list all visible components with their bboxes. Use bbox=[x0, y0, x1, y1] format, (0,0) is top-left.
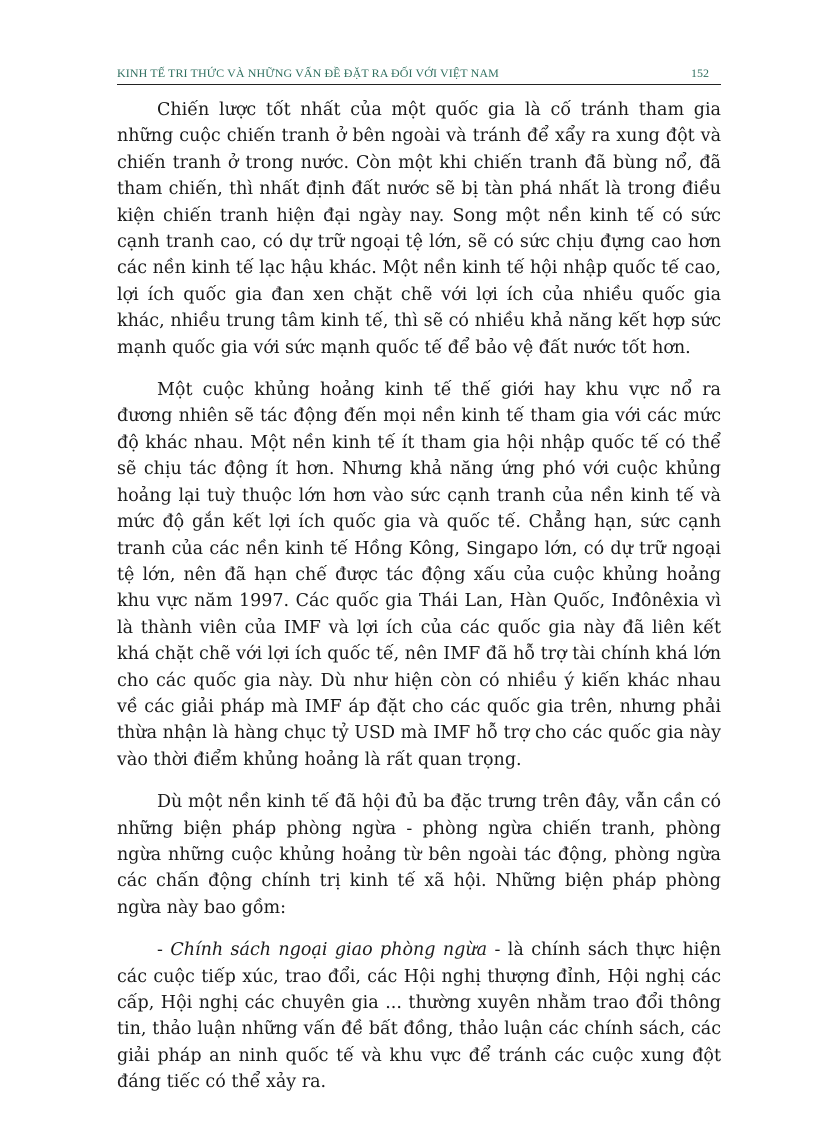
list-item-text: - là chính sách thực hiện các cuộc tiếp xúc, trao đổi, các Hội nghị thượng đỉnh, Hội nghị các cấp, Hội nghị các chuyên gia ... thường xuyên nhằm trao đổi thông tin, thảo luận những vấn đề bất đồng, thảo luận các chính sách, các giải pháp an ninh quốc tế và khu vực để tránh các cuộc xung đột đáng tiếc có thể xảy ra. bbox=[117, 940, 722, 1093]
running-header bbox=[117, 62, 721, 85]
paragraph-2: Một cuộc khủng hoảng kinh tế thế giới hay khu vực nổ ra đương nhiên sẽ tác động đến mọi nền kinh tế tham gia với các mức độ khác nhau. Một nền kinh tế ít tham gia hội nhập quốc tế có thể sẽ chịu tác động ít hơn. Nhưng khả năng ứng phó với cuộc khủng hoảng lại tuỳ thuộc lớn hơn vào sức cạnh tranh của nền kinh tế và mức độ gắn kết lợi ích quốc gia và quốc tế. Chẳng hạn, sức cạnh tranh của các nền kinh tế Hồng Kông, Singapo lớn, có dự trữ ngoại tệ lớn, nên đã hạn chế được tác động xấu của cuộc khủng hoảng khu vực năm 1997. Các quốc gia Thái Lan, Hàn Quốc, Inđônêxia vì là thành viên của IMF và lợi ích của các quốc gia này đã liên kết khá chặt chẽ với lợi ích quốc tế, nên IMF đã hỗ trợ tài chính khá lớn cho các quốc gia này. Dù như hiện còn có nhiều ý kiến khác nhau về các giải pháp mà IMF áp đặt cho các quốc gia trên, nhưng phải thừa nhận là hàng chục tỷ USD mà IMF hỗ trợ cho các quốc gia này vào thời điểm khủng hoảng là rất quan trọng. bbox=[117, 380, 721, 770]
page-number: 152 bbox=[691, 66, 709, 80]
paragraph-1: Chiến lược tốt nhất của một quốc gia là cố tránh tham gia những cuộc chiến tranh ở bên ngoài và tránh để xẩy ra xung đột và chiến tranh ở trong nước. Còn một khi chiến tranh đã bùng nổ, đã tham chiến, thì nhất định đất nước sẽ bị tàn phá nhất là trong điều kiện chiến tranh hiện đại ngày nay. Song một nền kinh tế có sức cạnh tranh cao, có dự trữ ngoại tệ lớn, sẽ có sức chịu đựng cao hơn các nền kinh tế lạc hậu khác. Một nền kinh tế hội nhập quốc tế cao, lợi ích quốc gia đan xen chặt chẽ với lợi ích của nhiều quốc gia khác, nhiều trung tâm kinh tế, thì sẽ có nhiều khả năng kết hợp sức mạnh quốc gia với sức mạnh quốc tế để bảo vệ đất nước tốt hơn. bbox=[117, 100, 721, 358]
list-item-bullet: - bbox=[157, 940, 171, 961]
header-title: KINH TẾ TRI THỨC VÀ NHỮNG VẤN ĐỀ ĐẶT RA ĐỐI VỚI VIỆT NAM bbox=[117, 66, 499, 80]
body-text bbox=[117, 97, 721, 1096]
list-item-term: Chính sách ngoại giao phòng ngừa bbox=[170, 940, 488, 961]
paragraph-3: Dù một nền kinh tế đã hội đủ ba đặc trưng trên đây, vẫn cần có những biện pháp phòng ngừa - phòng ngừa chiến tranh, phòng ngừa những cuộc khủng hoảng từ bên ngoài tác động, phòng ngừa các chấn động chính trị kinh tế xã hội. Những biện pháp phòng ngừa này bao gồm: bbox=[117, 792, 721, 918]
list-item-preventive-diplomacy bbox=[117, 937, 721, 1095]
